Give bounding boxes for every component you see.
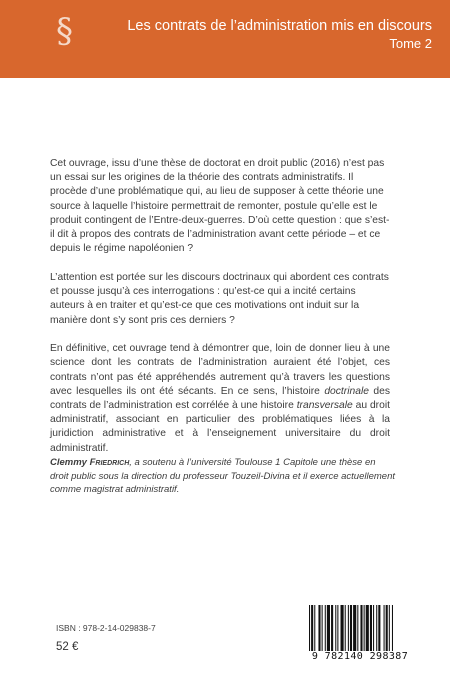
barcode-bar <box>392 605 393 651</box>
barcode-bar <box>353 605 356 651</box>
barcode <box>301 603 419 665</box>
price-text: 52 € <box>56 641 79 653</box>
author-bio <box>50 456 395 497</box>
section-sign-logo-icon: § <box>56 11 73 51</box>
emphasis-transversale: transversale <box>296 400 353 412</box>
paragraph-3-part-a: En définitive, cet ouvrage tend à démontrer que, loin de donner lieu à une science dont les contrats de l’administration auraient été l’objet, ces contrats n’ont pas été appréhendés autrement qu’à travers les questions avec lesquelles ils ont été sécants. En ce sens, l’histoire <box>50 343 390 397</box>
author-first-name: Clemmy <box>50 457 87 468</box>
barcode-bar <box>376 605 377 651</box>
paragraph-3-part-b: des contrats de l’administration est corrélée à une histoire <box>50 385 390 412</box>
isbn-text: ISBN : 978-2-14-029838-7 <box>56 623 156 633</box>
barcode-bar <box>364 605 365 651</box>
back-cover-text <box>50 157 390 470</box>
barcode-bar <box>384 605 385 651</box>
barcode-bar <box>348 605 349 651</box>
author-name <box>50 457 129 468</box>
barcode-bar <box>345 605 346 651</box>
barcode-bar <box>386 605 388 651</box>
barcode-bar <box>311 605 313 651</box>
barcode-bar <box>370 605 372 651</box>
barcode-bar <box>366 605 369 651</box>
barcode-bar <box>350 605 352 651</box>
barcode-bar <box>331 605 333 651</box>
barcode-bar <box>337 605 338 651</box>
barcode-bar <box>389 605 390 651</box>
barcode-bar <box>309 605 310 651</box>
barcode-bar <box>318 605 320 651</box>
barcode-bar <box>378 605 380 651</box>
barcode-bar <box>322 605 323 651</box>
emphasis-doctrinale: doctrinale <box>324 385 369 397</box>
barcode-bar <box>327 605 330 651</box>
paragraph-3 <box>50 342 390 456</box>
barcode-bars-icon <box>301 603 419 655</box>
paragraph-2: L’attention est portée sur les discours doctrinaux qui abordent ces contrats et pousse jusqu’à ces interrogations : qu’est-ce qui a incité certains auteurs à en traiter et qu’est-ce que ces motivations ont induit sur la manière dont s’y sont pris ces derniers ? <box>50 271 389 326</box>
paragraph-1: Cet ouvrage, issu d’une thèse de doctorat en droit public (2016) n’est pas un essai sur les origines de la théorie des contrats administratifs. Il procède d’une problématique qui, au lieu de supposer à cette théorie une source à laquelle l’histoire permettrait de remonter, postule qu’elle est le produit contingent de l’Entre-deux-guerres. D’où cette question : que s’est-il dit à propos des contrats de l’administration avant cette période – et ce depuis le régime napoléonien ? <box>50 158 390 255</box>
paragraph-3-part-c: au droit administratif, associant en particulier des problématiques liées à la juridiction administrative et à l’enseignement universitaire du droit administratif. <box>50 400 390 454</box>
barcode-bar <box>335 605 336 651</box>
author-last-name: Friedrich <box>89 457 130 468</box>
series-title: Les contrats de l’administration mis en discours <box>127 18 432 34</box>
barcode-bar <box>314 605 315 651</box>
barcode-number: 9 782140 298387 <box>301 651 419 663</box>
barcode-bar <box>341 605 344 651</box>
volume-label: Tome 2 <box>389 36 432 51</box>
barcode-bar <box>373 605 374 651</box>
barcode-bar <box>357 605 358 651</box>
author-bio-text: , a soutenu à l’université Toulouse 1 Capitole une thèse en droit public sous la direction du professeur Touzeil-Divina et il exerce actuellement comme magistrat administratif. <box>50 457 395 495</box>
cover-header-band <box>0 0 450 78</box>
barcode-bar <box>325 605 326 651</box>
barcode-bar <box>360 605 362 651</box>
